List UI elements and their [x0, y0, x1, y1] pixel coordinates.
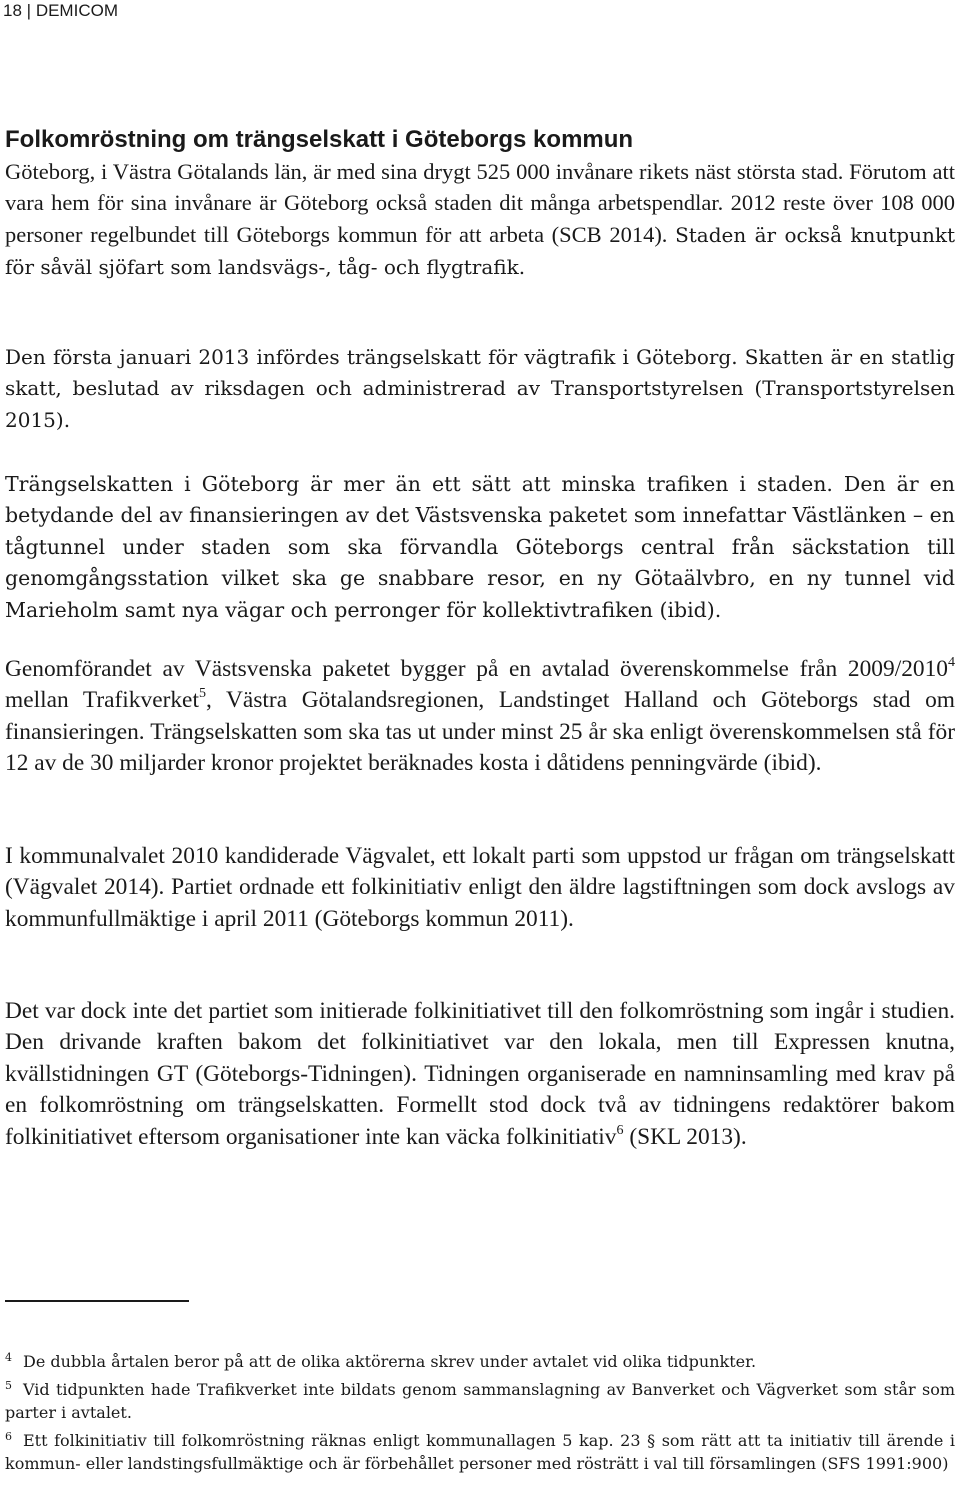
- paragraph-4-part-a: Genomförandet av Västsvenska paketet bygger på en avtalad överenskommelse från 2009/2010: [5, 656, 948, 682]
- footnote-ref-4[interactable]: 4: [947, 654, 955, 671]
- paragraph-6-part-b: (SKL 2013).: [623, 1123, 747, 1150]
- paragraph-6-part-a: Det var dock inte det partiet som initierade folkinitiativet till den folkomröstning som ingår i studien. Den drivande kraften bakom det folkinitiativet var den lokala, men till Expressen knutna, kvällstidningen GT (Göteborgs-Tidningen). Tidningen organiserade en namninsamling med krav på en folkomröstning om trängselskatten. Formellt stod dock två av tidningens redaktörer bakom folkinitiativet eftersom organisationer inte kan väcka folkinitiativ: [5, 998, 955, 1150]
- paragraph-6: [5, 996, 955, 1153]
- paragraph-1-part-a: Göteborg, i Västra Götalands län, är med sina drygt 525 000 invånare rikets näst största stad. Förutom att vara hem för sina invånare är Göteborg också staden dit många arbetspendlar.: [5, 159, 955, 216]
- footnote-ref-6[interactable]: 6: [616, 1121, 624, 1138]
- footnote-ref-5[interactable]: 5: [198, 685, 206, 702]
- page-header: [3, 0, 118, 22]
- paragraph-4-part-c: , Västra Götalandsregionen, Landstinget Halland och Göteborgs stad om finansieringen. Trängselskatten som ska tas ut under minst 25 år ska enligt överenskommelsen stå för 12 av de 30 miljarder kronor projektet beräknades kosta i dåtidens penningvärde (ibid).: [5, 687, 955, 777]
- footnote-number: 5: [5, 1378, 12, 1392]
- footnote-text: Ett folkinitiativ till folkomröstning räknas enligt kommunallagen 5 kap. 23 § som rätt att ta initiativ till ärende i kommun- eller landstingsfullmäktige och är förbehållet personer med rösträtt i val till församlingen (SFS 1991:900): [5, 1430, 955, 1473]
- header-separator: |: [26, 1, 32, 20]
- footnote-number: 6: [5, 1429, 12, 1443]
- paragraph-5: I kommunalvalet 2010 kandiderade Vägvalet, ett lokalt parti som uppstod ur frågan om trängselskatt (Vägvalet 2014). Partiet ordnade ett folkinitiativ enligt den äldre lagstiftningen som dock avslogs av kommunfullmäktige i april 2011 (Göteborgs kommun 2011).: [5, 843, 955, 932]
- footnote-divider: [5, 1300, 189, 1302]
- page-number: 18: [3, 1, 22, 20]
- footnote-text: Vid tidpunkten hade Trafikverket inte bildats genom sammanslagning av Banverket och Vägverket som står som parter i avtalet.: [5, 1379, 955, 1422]
- footnote-number: 4: [5, 1351, 12, 1364]
- footnote-text: De dubbla årtalen beror på att de olika aktörerna skrev under avtalet vid olika tidpunkter.: [23, 1352, 757, 1371]
- paragraph-3: Trängselskatten i Göteborg är mer än ett sätt att minska trafiken i staden. Den är en betydande del av finansieringen av det Västsvenska paketet som innefattar Västlänken – en tågtunnel under staden som ska förvandla Göteborgs central från säckstation till genomgångsstation vilket ska ge snabbare resor, en ny Götaälvbro, en ny tunnel vid Marieholm samt nya vägar och perronger för kollektivtrafiken (ibid).: [5, 472, 955, 622]
- footnote-6: [5, 1425, 955, 1476]
- paragraph-4-part-b: mellan Trafikverket: [5, 687, 199, 714]
- paragraph-1: [5, 156, 955, 283]
- paragraph-4: [5, 654, 955, 780]
- paragraph-1-part-c: Staden är också knutpunkt för såväl sjöfart som landsvägs-, tåg- och flygtrafik.: [5, 222, 955, 279]
- publication-name: DEMICOM: [35, 1, 118, 20]
- paragraph-1-part-b: 2012 reste över 108 000 personer regelbundet till Göteborgs kommun för att arbeta (SCB 2014).: [5, 190, 956, 247]
- section-heading: Folkomröstning om trängselskatt i Göteborgs kommun: [5, 126, 634, 153]
- footnotes: [5, 1346, 955, 1476]
- paragraph-2: Den första januari 2013 infördes trängselskatt för vägtrafik i Göteborg. Skatten är en statlig skatt, beslutad av riksdagen och administrerad av Transportstyrelsen (Transportstyrelsen 2015).: [5, 345, 955, 432]
- footnote-4: [5, 1346, 955, 1374]
- footnote-5: [5, 1374, 955, 1425]
